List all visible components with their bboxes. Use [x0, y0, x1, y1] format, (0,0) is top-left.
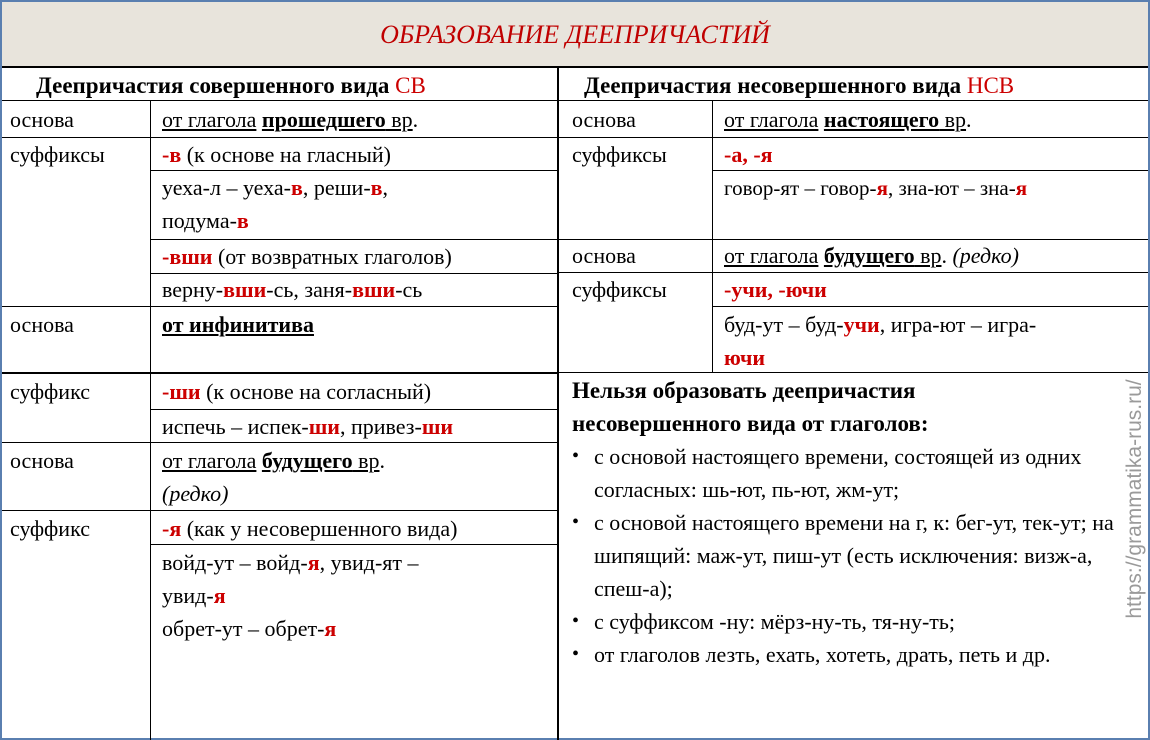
- example: увид-я: [162, 583, 226, 608]
- example: обрет-ут – обрет-я: [162, 616, 337, 641]
- example: буд-ут – буд-учи, игра-ют – игра-: [724, 312, 1037, 337]
- rarity-note: (редко): [162, 481, 229, 506]
- example: уеха-л – уеха-в, реши-в,: [162, 175, 389, 200]
- row-value: -вши (от возвратных глаголов): [162, 244, 452, 269]
- page-title: ОБРАЗОВАНИЕ ДЕЕПРИЧАСТИЙ: [380, 20, 770, 49]
- list-item: • с суффиксом -ну: мёрз-ну-ть, тя-ну-ть;: [568, 605, 1133, 638]
- row-value: -я (как у несовершенного вида): [162, 516, 458, 541]
- row-value: от глагола прошедшего вр.: [162, 107, 419, 132]
- divider: [2, 372, 558, 374]
- divider: [2, 306, 558, 307]
- right-column-header: Деепричастия несовершенного вида НСВ: [584, 73, 1015, 98]
- row-value: -в (к основе на гласный): [162, 142, 391, 167]
- header-tag: СВ: [395, 73, 426, 98]
- divider: [713, 170, 1148, 171]
- watermark: https://grammatika-rus.ru/: [1123, 379, 1146, 619]
- divider: [712, 100, 713, 372]
- example: ючи: [724, 345, 766, 370]
- row-label: основа: [10, 448, 74, 473]
- row-value: от глагола будущего вр. (редко): [724, 243, 1019, 268]
- list-item: • от глаголов лезть, ехать, хотеть, драть, петь и др.: [568, 638, 1133, 671]
- row-label: основа: [10, 312, 74, 337]
- row-value: -а, -я: [724, 142, 773, 167]
- example: войд-ут – войд-я, увид-ят –: [162, 550, 419, 575]
- divider: [559, 372, 1148, 373]
- row-value: от глагола будущего вр.: [162, 448, 385, 473]
- divider: [713, 306, 1148, 307]
- header-tag: НСВ: [966, 73, 1015, 98]
- row-label: основа: [572, 107, 636, 132]
- row-label: суффиксы: [10, 142, 105, 167]
- divider: [557, 68, 559, 740]
- list-item: • с основой настоящего времени на г, к: бег-ут, тек-ут; на шипящий: маж-ут, пиш-ут (есть исключения: визж-а, спеш-а);: [568, 506, 1133, 605]
- restriction-list: [568, 440, 1133, 671]
- row-value: от глагола настоящего вр.: [724, 107, 972, 132]
- row-value: -ши (к основе на согласный): [162, 379, 432, 404]
- row-label: суффикс: [10, 379, 90, 404]
- list-item: • с основой настоящего времени, состоящей из одних согласных: шь-ют, пь-ют, жм-ут;: [568, 440, 1133, 506]
- row-label: суффикс: [10, 516, 90, 541]
- divider: [2, 510, 558, 511]
- row-value: от инфинитива: [162, 312, 314, 337]
- row-label: основа: [10, 107, 74, 132]
- example: подума-в: [162, 208, 249, 233]
- example: испечь – испек-ши, привез-ши: [162, 414, 454, 439]
- row-label: суффиксы: [572, 142, 667, 167]
- example: говор-ят – говор-я, зна-ют – зна-я: [724, 176, 1028, 200]
- example: верну-вши-сь, заня-вши-сь: [162, 277, 423, 302]
- row-value: -учи, -ючи: [724, 277, 827, 302]
- row-label: суффиксы: [572, 277, 667, 302]
- divider: [150, 100, 151, 740]
- restriction-heading: Нельзя образовать деепричастия несовершенного вида от глаголов:: [572, 378, 929, 436]
- left-column-header: Деепричастия совершенного вида СВ: [36, 73, 426, 98]
- row-label: основа: [572, 243, 636, 268]
